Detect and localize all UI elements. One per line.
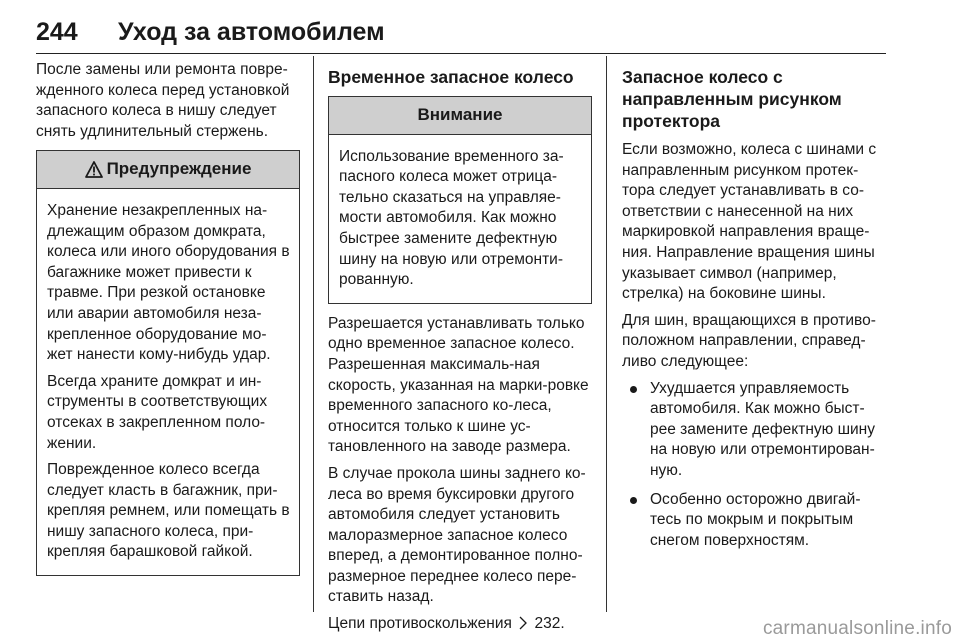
bullet-icon (630, 386, 637, 393)
warning-paragraph: Всегда храните домкрат и ин-струменты в соответствующих отсеках в закрепленном поло-жении. (47, 372, 268, 452)
caution-title: Внимание (417, 105, 503, 124)
column-divider (313, 56, 314, 612)
bullet-list (622, 379, 890, 552)
column-left (36, 60, 300, 586)
column-right (622, 60, 890, 559)
body-paragraph: Для шин, вращающихся в противо-положном направлении, справед-ливо следующее: (622, 311, 876, 370)
cross-reference[interactable] (328, 614, 592, 635)
caution-box (328, 96, 592, 304)
section-heading: Временное запасное колесо (328, 67, 574, 87)
warning-triangle-icon (85, 161, 103, 178)
warning-header (37, 151, 299, 189)
section-heading: Запасное колесо с направленным рисунком протектора (622, 67, 842, 131)
reference-page: 232. (534, 615, 565, 633)
intro-paragraph: После замены или ремонта повре-жденного колеса перед установкой запасного колеса в нишу следует снять удлинительный стержень. (36, 61, 290, 140)
page-header (36, 14, 886, 54)
warning-body (37, 189, 299, 575)
page-number: 244 (36, 18, 78, 46)
column-middle (328, 60, 592, 641)
reference-text: Цепи противоскольжения (328, 615, 512, 633)
body-paragraph: Если возможно, колеса с шинами с направленным рисунком протек-тора следует устанавливать в со-ответствии с нанесенной на них маркировкой направления враще-ния. Направление вращения шины указывает символ (например, стрелка) на боковине шины. (622, 141, 877, 303)
bullet-icon (630, 497, 637, 504)
list-item: Особенно осторожно двигай-тесь по мокрым и покрытым снегом поверхностям. (622, 490, 890, 552)
warning-title: Предупреждение (106, 159, 252, 179)
watermark: carmanualsonline.info (762, 618, 952, 639)
body-paragraph: В случае прокола шины заднего ко-леса во время буксировки другого автомобиля следует установить малоразмерное запасное колесо вперед, а демонтированное полно-размерное переднее колесо пере-ставить назад. (328, 464, 586, 606)
caution-header (329, 97, 591, 135)
warning-paragraph: Хранение незакрепленных на-длежащим образом домкрата, колеса или иного оборудования в багажнике может привести к травме. При резкой остановке или аварии автомобиля неза-крепленное оборудование мо-жет нанести кому-нибудь удар. (47, 201, 290, 364)
reference-arrow-icon (518, 616, 528, 630)
body-paragraph: Разрешается устанавливать только одно временное запасное колесо. Разрешенная максималь-ная скорость, указанная на марки-ровке временного запасного ко-леса, относится только к шине ус-тановленного на заводе размера. (328, 314, 589, 456)
caution-paragraph: Использование временного за-пасного колеса может отрица-тельно сказаться на управляе-мости автомобиля. Как можно быстрее замените дефектную шину на новую или отремонти-рованную. (339, 147, 564, 289)
column-divider (606, 56, 607, 612)
warning-box (36, 150, 300, 576)
warning-paragraph: Поврежденное колесо всегда следует класть в багажник, при-крепляя ремнем, или помещать в нишу запасного колеса, при-крепляя барашковой гайкой. (47, 461, 290, 561)
caution-body (329, 135, 591, 303)
list-item: Ухудшается управляемость автомобиля. Как можно быст-рее замените дефектную шину на новую или отремонтирован-ную. (622, 379, 890, 482)
page-title: Уход за автомобилем (118, 18, 385, 46)
